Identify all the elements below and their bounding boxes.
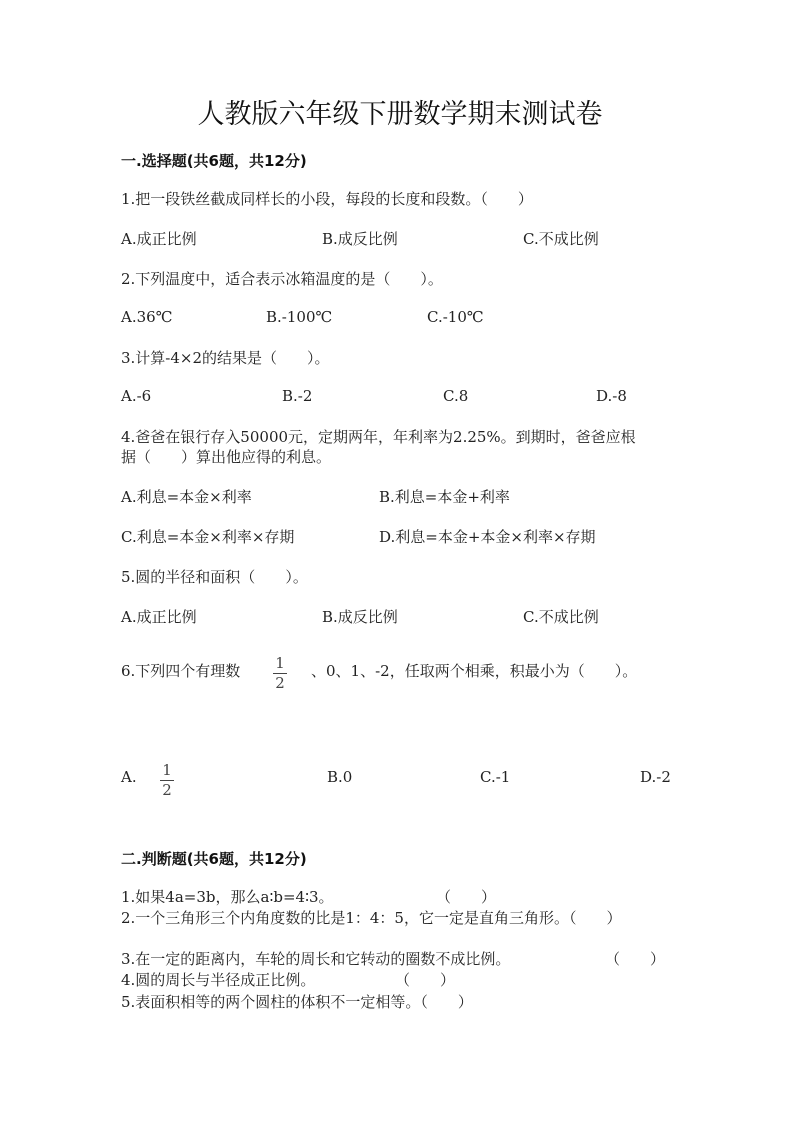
option-b: B.成反比例 — [322, 608, 398, 626]
option-b: B.-100℃ — [266, 308, 333, 326]
option-d: D.-8 — [596, 387, 627, 405]
page-title: 人教版六年级下册数学期末测试卷 — [197, 99, 603, 130]
option-d: D.利息=本金+本金×利率×存期 — [379, 528, 596, 546]
answer-paren: （ ） — [395, 971, 456, 989]
option-b: B.-2 — [282, 387, 313, 405]
option-b: B.成反比例 — [322, 230, 398, 248]
option-c: C.-1 — [480, 768, 511, 786]
fraction-one-half — [273, 655, 287, 692]
question-4-line-2: 据（ ）算出他应得的利息。 — [121, 448, 332, 466]
option-c: C.-10℃ — [427, 308, 484, 326]
judgment-1: 1.如果4a=3b，那么a∶b=4∶3。 — [121, 888, 334, 906]
fraction-denominator: 2 — [275, 674, 285, 692]
option-c: C.8 — [443, 387, 469, 405]
question-6-prefix: 6.下列四个有理数 — [121, 662, 241, 680]
section-heading-judgment: 二.判断题(共6题，共12分) — [121, 850, 307, 868]
judgment-4: 4.圆的周长与半径成正比例。 — [121, 971, 316, 989]
question-3: 3.计算-4×2的结果是（ ）。 — [121, 349, 330, 367]
judgment-2: 2.一个三角形三个内角度数的比是1：4：5，它一定是直角三角形。（ ） — [121, 909, 622, 927]
fraction-denominator: 2 — [162, 781, 172, 799]
fraction-numerator: 1 — [275, 654, 285, 672]
option-a: A.成正比例 — [121, 230, 197, 248]
option-c: C.不成比例 — [523, 608, 599, 626]
section-heading-choice: 一.选择题(共6题，共12分) — [121, 152, 307, 170]
option-a: A.-6 — [121, 387, 152, 405]
answer-paren: （ ） — [605, 950, 666, 968]
option-a: A.36℃ — [121, 308, 173, 326]
option-c: C.不成比例 — [523, 230, 599, 248]
option-b: B.利息=本金+利率 — [379, 488, 510, 506]
answer-paren: （ ） — [436, 888, 497, 906]
option-b: B.0 — [327, 768, 353, 786]
option-c: C.利息=本金×利率×存期 — [121, 528, 295, 546]
option-a: A. — [121, 768, 137, 786]
judgment-3: 3.在一定的距离内，车轮的周长和它转动的圈数不成比例。 — [121, 950, 511, 968]
fraction-numerator: 1 — [162, 761, 172, 779]
option-a: A.成正比例 — [121, 608, 197, 626]
question-5: 5.圆的半径和面积（ ）。 — [121, 568, 308, 586]
question-4-line-1: 4.爸爸在银行存入50000元，定期两年，年利率为2.25%。到期时，爸爸应根 — [121, 428, 636, 446]
fraction-one-half — [160, 762, 174, 799]
judgment-5: 5.表面积相等的两个圆柱的体积不一定相等。（ ） — [121, 993, 473, 1011]
question-6-suffix: 、0、1、-2，任取两个相乘，积最小为（ ）。 — [311, 662, 638, 680]
question-2: 2.下列温度中，适合表示冰箱温度的是（ ）。 — [121, 270, 443, 288]
option-a: A.利息=本金×利率 — [121, 488, 252, 506]
question-1: 1.把一段铁丝截成同样长的小段，每段的长度和段数。（ ） — [121, 190, 533, 208]
option-d: D.-2 — [640, 768, 671, 786]
